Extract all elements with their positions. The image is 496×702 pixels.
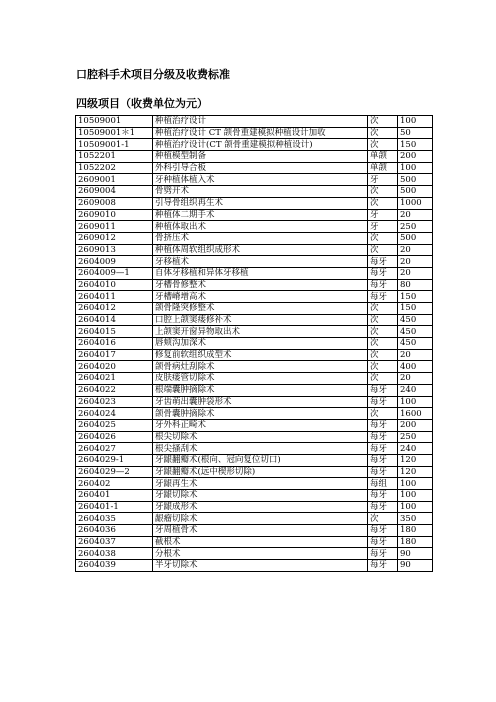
cell-price: 100 — [398, 478, 433, 490]
cell-price: 450 — [398, 314, 433, 326]
cell-unit: 每牙 — [368, 525, 398, 537]
cell-name: 引导骨组织再生术 — [153, 197, 368, 209]
cell-unit: 次 — [368, 349, 398, 361]
cell-price: 100 — [398, 490, 433, 502]
cell-name: 分根术 — [153, 548, 368, 560]
table-row — [76, 267, 433, 279]
cell-price: 100 — [398, 162, 433, 174]
cell-code: 2609001 — [76, 174, 153, 186]
cell-unit: 每牙 — [368, 454, 398, 466]
cell-unit: 次 — [368, 326, 398, 338]
document-subtitle: 四级项目（收费单位为元） — [76, 97, 208, 110]
table-row — [76, 151, 433, 163]
cell-price: 500 — [398, 186, 433, 198]
cell-price: 500 — [398, 174, 433, 186]
cell-name: 牙龈翻瓣术(远中楔形切除) — [153, 466, 368, 478]
cell-price: 450 — [398, 338, 433, 350]
table-row — [76, 525, 433, 537]
cell-name: 自体牙移植和异体牙移植 — [153, 267, 368, 279]
cell-code: 2609008 — [76, 197, 153, 209]
table-row — [76, 443, 433, 455]
cell-unit: 单颌 — [368, 162, 398, 174]
cell-unit: 每牙 — [368, 267, 398, 279]
table-row — [76, 291, 433, 303]
cell-name: 根尖搔刮术 — [153, 443, 368, 455]
table-row — [76, 221, 433, 233]
cell-price: 180 — [398, 525, 433, 537]
cell-name: 唇颊沟加深术 — [153, 338, 368, 350]
table-row — [76, 162, 433, 174]
table-row — [76, 419, 433, 431]
cell-price: 20 — [398, 256, 433, 268]
cell-code: 2604009—1 — [76, 267, 153, 279]
fee-table-body — [76, 116, 433, 572]
cell-code: 2604029-1 — [76, 454, 153, 466]
fee-table — [75, 115, 433, 572]
cell-price: 500 — [398, 232, 433, 244]
cell-unit: 每牙 — [368, 501, 398, 513]
cell-name: 修复前软组织成型术 — [153, 349, 368, 361]
cell-name: 种植治疗设计 — [153, 116, 368, 128]
cell-price: 120 — [398, 454, 433, 466]
cell-code: 1052202 — [76, 162, 153, 174]
cell-unit: 每牙 — [368, 396, 398, 408]
cell-price: 90 — [398, 548, 433, 560]
cell-code: 2604016 — [76, 338, 153, 350]
table-row — [76, 478, 433, 490]
table-row — [76, 244, 433, 256]
cell-name: 牙种植体植入术 — [153, 174, 368, 186]
table-row — [76, 232, 433, 244]
cell-name: 牙龈成形术 — [153, 501, 368, 513]
cell-name: 根尖切除术 — [153, 431, 368, 443]
table-row — [76, 186, 433, 198]
table-row — [76, 256, 433, 268]
cell-unit: 次 — [368, 338, 398, 350]
cell-price: 240 — [398, 384, 433, 396]
cell-name: 牙槽嵴增高术 — [153, 291, 368, 303]
cell-price: 20 — [398, 349, 433, 361]
cell-price: 80 — [398, 279, 433, 291]
cell-name: 种植体周软组织成形术 — [153, 244, 368, 256]
cell-name: 外科引导合板 — [153, 162, 368, 174]
cell-name: 颌骨病灶刮除术 — [153, 361, 368, 373]
cell-price: 20 — [398, 209, 433, 221]
cell-unit: 单颌 — [368, 151, 398, 163]
table-row — [76, 116, 433, 128]
cell-code: 2609012 — [76, 232, 153, 244]
cell-unit: 每牙 — [368, 466, 398, 478]
cell-code: 2604035 — [76, 513, 153, 525]
cell-name: 牙齿萌出囊肿袋形术 — [153, 396, 368, 408]
cell-code: 2604011 — [76, 291, 153, 303]
cell-code: 2604037 — [76, 536, 153, 548]
cell-price: 400 — [398, 361, 433, 373]
cell-unit: 每牙 — [368, 279, 398, 291]
table-row — [76, 548, 433, 560]
cell-unit: 次 — [368, 127, 398, 139]
table-row — [76, 127, 433, 139]
cell-code: 260401-1 — [76, 501, 153, 513]
cell-unit: 每牙 — [368, 536, 398, 548]
table-row — [76, 174, 433, 186]
cell-price: 1000 — [398, 197, 433, 209]
table-row — [76, 326, 433, 338]
cell-code: 2604020 — [76, 361, 153, 373]
cell-price: 200 — [398, 151, 433, 163]
cell-name: 牙槽骨修整术 — [153, 279, 368, 291]
cell-unit: 次 — [368, 303, 398, 315]
table-row — [76, 396, 433, 408]
cell-unit: 次 — [368, 232, 398, 244]
cell-price: 240 — [398, 443, 433, 455]
cell-code: 260401 — [76, 490, 153, 502]
cell-unit: 次 — [368, 197, 398, 209]
cell-price: 250 — [398, 431, 433, 443]
table-row — [76, 209, 433, 221]
cell-price: 180 — [398, 536, 433, 548]
cell-code: 2604023 — [76, 396, 153, 408]
cell-name: 种植治疗设计 CT 颌骨重建模拟种植设计加收 — [153, 127, 368, 139]
table-row — [76, 384, 433, 396]
table-row — [76, 513, 433, 525]
cell-name: 牙移植术 — [153, 256, 368, 268]
cell-price: 100 — [398, 501, 433, 513]
cell-price: 250 — [398, 221, 433, 233]
cell-unit: 每组 — [368, 478, 398, 490]
cell-code: 2604024 — [76, 408, 153, 420]
cell-name: 种植体二期手术 — [153, 209, 368, 221]
cell-price: 20 — [398, 244, 433, 256]
cell-code: 2604039 — [76, 560, 153, 572]
cell-price: 100 — [398, 116, 433, 128]
cell-code: 2604029—2 — [76, 466, 153, 478]
table-row — [76, 490, 433, 502]
cell-name: 种植体取出术 — [153, 221, 368, 233]
cell-code: 2609011 — [76, 221, 153, 233]
cell-price: 100 — [398, 396, 433, 408]
cell-code: 2604015 — [76, 326, 153, 338]
cell-price: 150 — [398, 139, 433, 151]
cell-unit: 次 — [368, 314, 398, 326]
table-row — [76, 454, 433, 466]
cell-name: 皮肤瘘管切除术 — [153, 373, 368, 385]
cell-price: 50 — [398, 127, 433, 139]
cell-code: 10509001 — [76, 116, 153, 128]
document-title: 口腔科手术项目分级及收费标准 — [76, 68, 230, 81]
cell-unit: 牙 — [368, 221, 398, 233]
table-row — [76, 560, 433, 572]
cell-code: 260402 — [76, 478, 153, 490]
cell-code: 2609013 — [76, 244, 153, 256]
cell-code: 2604021 — [76, 373, 153, 385]
cell-code: 2604009 — [76, 256, 153, 268]
cell-code: 2604017 — [76, 349, 153, 361]
cell-name: 牙周植骨术 — [153, 525, 368, 537]
cell-price: 20 — [398, 373, 433, 385]
cell-unit: 每牙 — [368, 291, 398, 303]
cell-unit: 每牙 — [368, 443, 398, 455]
cell-unit: 次 — [368, 408, 398, 420]
cell-unit: 次 — [368, 513, 398, 525]
table-row — [76, 361, 433, 373]
cell-unit: 次 — [368, 244, 398, 256]
cell-name: 牙龈再生术 — [153, 478, 368, 490]
cell-name: 颌骨隆突修整术 — [153, 303, 368, 315]
table-row — [76, 197, 433, 209]
cell-name: 口腔上颌窦瘘修补术 — [153, 314, 368, 326]
cell-name: 颌骨囊肿摘除术 — [153, 408, 368, 420]
cell-unit: 次 — [368, 373, 398, 385]
cell-name: 种植治疗设计(CT 颌骨重建模拟种植设计) — [153, 139, 368, 151]
cell-unit: 次 — [368, 361, 398, 373]
cell-unit: 次 — [368, 116, 398, 128]
cell-code: 2604010 — [76, 279, 153, 291]
table-row — [76, 279, 433, 291]
cell-code: 2609004 — [76, 186, 153, 198]
cell-code: 2604012 — [76, 303, 153, 315]
table-row — [76, 431, 433, 443]
cell-name: 龈瘤切除术 — [153, 513, 368, 525]
cell-price: 150 — [398, 303, 433, 315]
cell-unit: 牙 — [368, 209, 398, 221]
cell-price: 350 — [398, 513, 433, 525]
cell-unit: 每牙 — [368, 256, 398, 268]
cell-unit: 每牙 — [368, 419, 398, 431]
cell-price: 200 — [398, 419, 433, 431]
cell-code: 2604014 — [76, 314, 153, 326]
cell-code: 2604022 — [76, 384, 153, 396]
cell-unit: 每牙 — [368, 384, 398, 396]
cell-price: 120 — [398, 466, 433, 478]
cell-name: 骨劈开术 — [153, 186, 368, 198]
cell-unit: 次 — [368, 139, 398, 151]
cell-name: 根端囊肿摘除术 — [153, 384, 368, 396]
cell-code: 10509001-1 — [76, 139, 153, 151]
cell-unit: 每牙 — [368, 548, 398, 560]
table-row — [76, 466, 433, 478]
cell-code: 2604027 — [76, 443, 153, 455]
cell-name: 牙龈翻瓣术(根向、冠向复位切口) — [153, 454, 368, 466]
cell-name: 骨挤压术 — [153, 232, 368, 244]
table-row — [76, 139, 433, 151]
cell-name: 上颌窦开窗异物取出术 — [153, 326, 368, 338]
cell-unit: 牙 — [368, 174, 398, 186]
cell-price: 1600 — [398, 408, 433, 420]
cell-code: 2604036 — [76, 525, 153, 537]
cell-unit: 每牙 — [368, 560, 398, 572]
cell-code: 2604038 — [76, 548, 153, 560]
cell-price: 20 — [398, 267, 433, 279]
cell-code: 2604026 — [76, 431, 153, 443]
cell-name: 牙龈切除术 — [153, 490, 368, 502]
cell-name: 半牙切除术 — [153, 560, 368, 572]
table-row — [76, 536, 433, 548]
table-row — [76, 501, 433, 513]
table-row — [76, 349, 433, 361]
table-row — [76, 408, 433, 420]
cell-unit: 次 — [368, 186, 398, 198]
table-row — [76, 303, 433, 315]
cell-code: 10509001＊1 — [76, 127, 153, 139]
cell-name: 种植模型制备 — [153, 151, 368, 163]
cell-price: 450 — [398, 326, 433, 338]
table-row — [76, 373, 433, 385]
table-row — [76, 314, 433, 326]
cell-code: 2604025 — [76, 419, 153, 431]
cell-unit: 每牙 — [368, 431, 398, 443]
cell-name: 截根术 — [153, 536, 368, 548]
cell-code: 1052201 — [76, 151, 153, 163]
cell-price: 150 — [398, 291, 433, 303]
cell-code: 2609010 — [76, 209, 153, 221]
cell-name: 牙外科正畸术 — [153, 419, 368, 431]
cell-unit: 每牙 — [368, 490, 398, 502]
table-row — [76, 338, 433, 350]
cell-price: 90 — [398, 560, 433, 572]
